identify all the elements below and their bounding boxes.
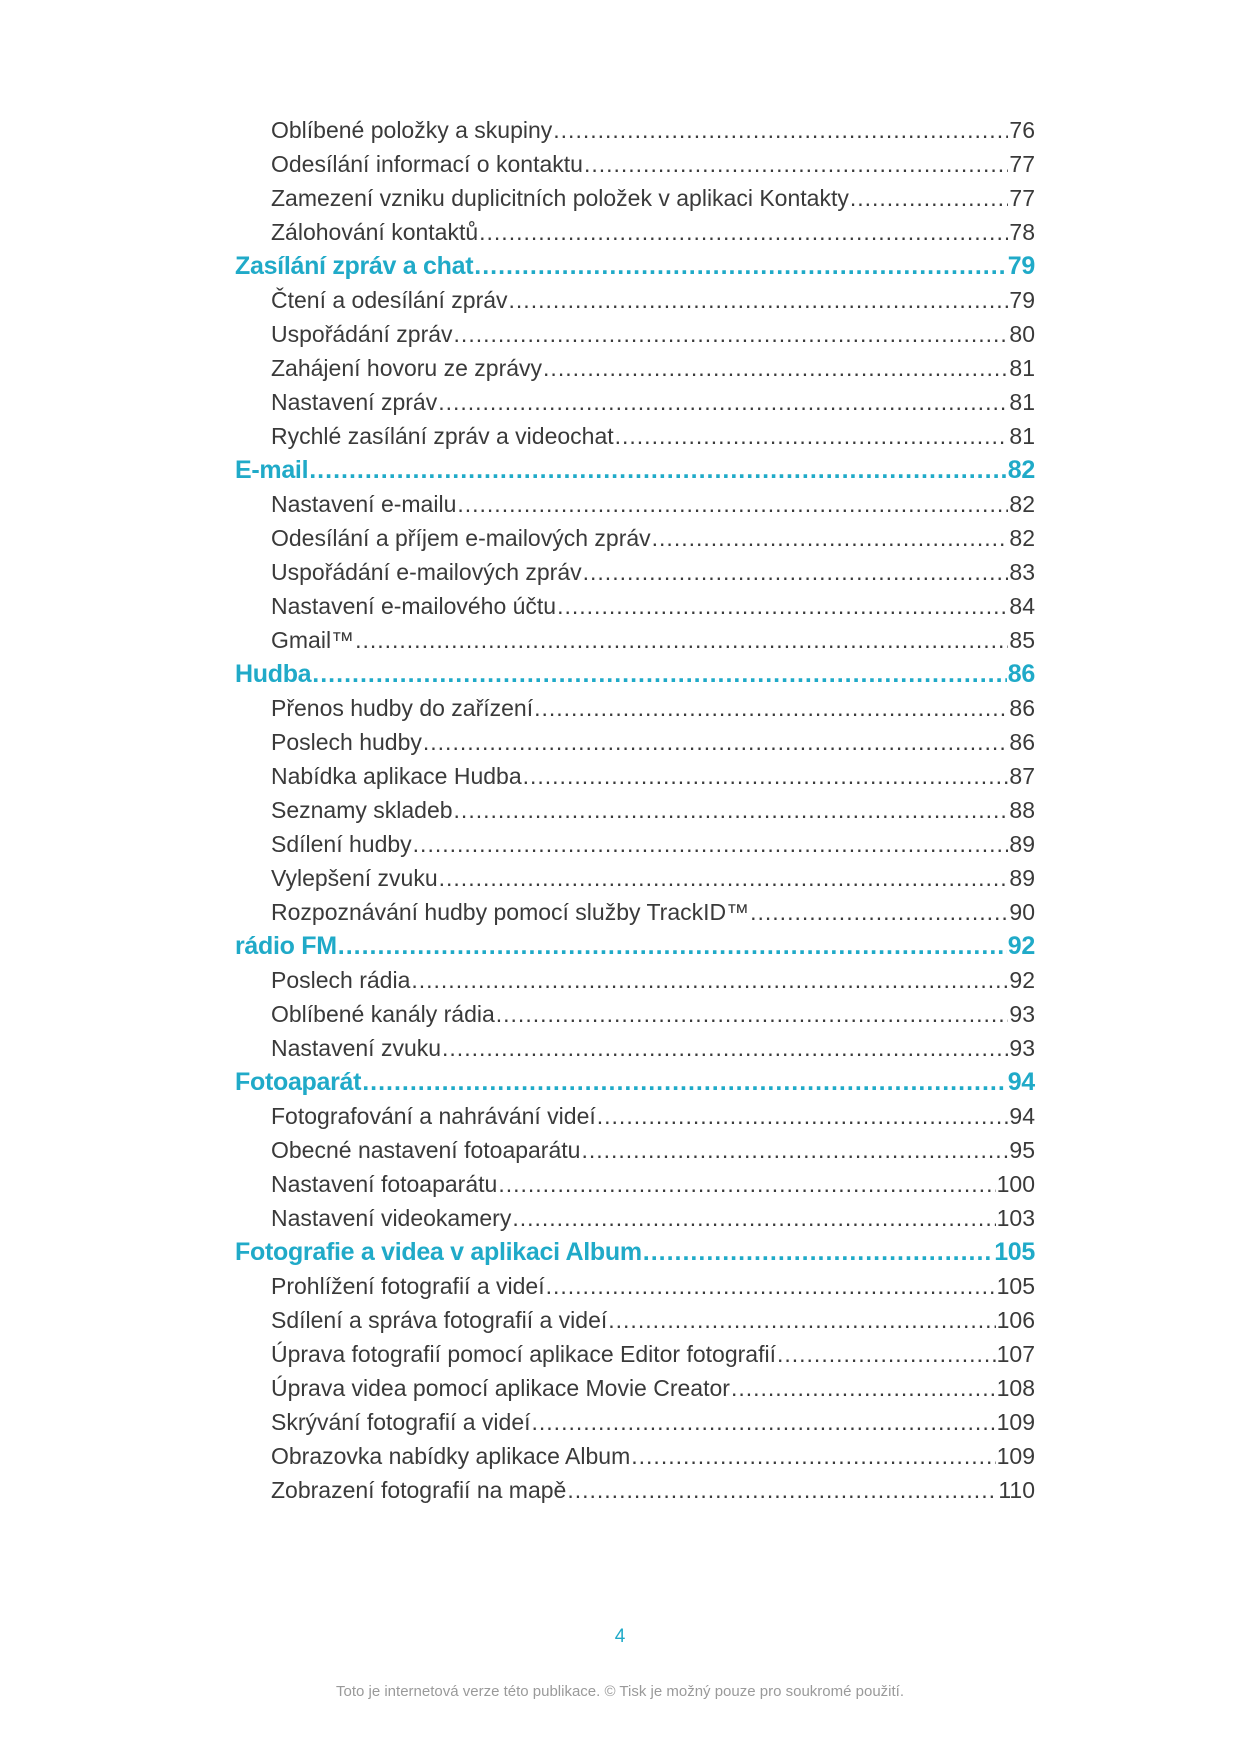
toc-dot-leader: [362, 1065, 1007, 1099]
toc-dot-leader: [553, 113, 1008, 147]
toc-dot-leader: [411, 963, 1008, 997]
toc-dot-leader: [652, 521, 1009, 555]
toc-entry-title: Rychlé zasílání zpráv a videochat: [271, 423, 614, 449]
toc-entry[interactable]: [235, 1201, 1035, 1235]
toc-entry-page: 105: [996, 1273, 1035, 1299]
toc-dot-leader: [584, 147, 1008, 181]
toc-dot-leader: [567, 1473, 997, 1507]
toc-entry-title: Nastavení fotoaparátu: [271, 1171, 498, 1197]
toc-dot-leader: [438, 385, 1008, 419]
toc-dot-leader: [442, 1031, 1008, 1065]
toc-entry-title: Fotoaparát: [235, 1068, 362, 1096]
toc-entry[interactable]: [235, 691, 1035, 725]
toc-entry-title: Čtení a odesílání zpráv: [271, 287, 508, 313]
toc-entry-page: 109: [996, 1409, 1035, 1435]
toc-entry[interactable]: [235, 793, 1035, 827]
page-number: 4: [614, 1626, 626, 1647]
toc-dot-leader: [631, 1439, 995, 1473]
toc-entry-title: Nastavení zpráv: [271, 389, 438, 415]
toc-entry[interactable]: [235, 997, 1035, 1031]
toc-entry-title: Nabídka aplikace Hudba: [271, 763, 522, 789]
toc-entry[interactable]: [235, 555, 1035, 589]
toc-entry-page: 90: [1009, 899, 1035, 925]
toc-entry-page: 103: [996, 1205, 1035, 1231]
toc-dot-leader: [509, 283, 1009, 317]
toc-entry-title: rádio FM: [235, 932, 337, 960]
toc-dot-leader: [581, 1133, 1008, 1167]
toc-entry-page: 82: [1009, 525, 1035, 551]
toc-entry-page: 86: [1007, 660, 1035, 688]
toc-entry-page: 93: [1009, 1001, 1035, 1027]
toc-entry-title: Poslech hudby: [271, 729, 422, 755]
toc-entry[interactable]: [235, 895, 1035, 929]
toc-entry-title: Úprava videa pomocí aplikace Movie Creator: [271, 1375, 730, 1401]
toc-chapter-entry[interactable]: [235, 453, 1035, 487]
toc-dot-leader: [731, 1371, 996, 1405]
toc-entry[interactable]: [235, 317, 1035, 351]
toc-dot-leader: [534, 691, 1008, 725]
toc-entry-title: Sdílení hudby: [271, 831, 412, 857]
toc-entry-page: 109: [996, 1443, 1035, 1469]
toc-entry-title: Zahájení hovoru ze zprávy: [271, 355, 543, 381]
toc-entry-page: 81: [1009, 423, 1035, 449]
toc-entry[interactable]: [235, 181, 1035, 215]
toc-entry-page: 81: [1009, 355, 1035, 381]
toc-entry[interactable]: [235, 963, 1035, 997]
toc-entry-title: Fotografování a nahrávání videí: [271, 1103, 596, 1129]
toc-entry[interactable]: [235, 283, 1035, 317]
toc-chapter-entry[interactable]: [235, 929, 1035, 963]
toc-entry-page: 83: [1009, 559, 1035, 585]
toc-entry-title: E-mail: [235, 456, 309, 484]
toc-entry-title: Oblíbené položky a skupiny: [271, 117, 553, 143]
toc-entry[interactable]: [235, 1473, 1035, 1507]
toc-dot-leader: [850, 181, 1009, 215]
toc-dot-leader: [474, 249, 1007, 283]
toc-entry[interactable]: [235, 1167, 1035, 1201]
toc-entry[interactable]: [235, 385, 1035, 419]
toc-entry-page: 100: [996, 1171, 1035, 1197]
toc-chapter-entry[interactable]: [235, 1065, 1035, 1099]
toc-entry-page: 95: [1009, 1137, 1035, 1163]
toc-dot-leader: [750, 895, 1008, 929]
toc-entry-page: 85: [1009, 627, 1035, 653]
toc-entry-title: Oblíbené kanály rádia: [271, 1001, 495, 1027]
toc-dot-leader: [597, 1099, 1009, 1133]
toc-entry[interactable]: [235, 419, 1035, 453]
toc-entry[interactable]: [235, 759, 1035, 793]
toc-entry[interactable]: [235, 1269, 1035, 1303]
toc-entry[interactable]: [235, 1133, 1035, 1167]
toc-entry[interactable]: [235, 113, 1035, 147]
toc-entry-page: 92: [1007, 932, 1035, 960]
toc-dot-leader: [496, 997, 1009, 1031]
toc-entry-title: Zobrazení fotografií na mapě: [271, 1477, 567, 1503]
toc-entry-page: 79: [1007, 252, 1035, 280]
toc-dot-leader: [543, 351, 1008, 385]
toc-entry-title: Prohlížení fotografií a videí: [271, 1273, 545, 1299]
toc-dot-leader: [583, 555, 1009, 589]
toc-entry[interactable]: [235, 1337, 1035, 1371]
toc-entry[interactable]: [235, 1405, 1035, 1439]
toc-dot-leader: [615, 419, 1009, 453]
toc-dot-leader: [546, 1269, 996, 1303]
toc-entry[interactable]: [235, 1439, 1035, 1473]
toc-entry-title: Obrazovka nabídky aplikace Album: [271, 1443, 631, 1469]
toc-entry-title: Gmail™: [271, 627, 355, 653]
toc-dot-leader: [777, 1337, 996, 1371]
toc-entry-page: 81: [1009, 389, 1035, 415]
toc-entry-page: 86: [1009, 695, 1035, 721]
toc-entry[interactable]: [235, 1031, 1035, 1065]
toc-entry-title: Zálohování kontaktů: [271, 219, 479, 245]
toc-entry-page: 77: [1009, 185, 1035, 211]
toc-entry-title: Fotografie a videa v aplikaci Album: [235, 1238, 642, 1266]
table-of-contents: [235, 113, 1035, 1507]
toc-entry-title: Hudba: [235, 660, 312, 688]
toc-entry-page: 84: [1009, 593, 1035, 619]
toc-entry-title: Uspořádání e-mailových zpráv: [271, 559, 582, 585]
toc-chapter-entry[interactable]: [235, 657, 1035, 691]
toc-entry[interactable]: [235, 725, 1035, 759]
toc-entry-title: Odesílání a příjem e-mailových zpráv: [271, 525, 651, 551]
toc-entry-title: Sdílení a správa fotografií a videí: [271, 1307, 608, 1333]
toc-entry-title: Rozpoznávání hudby pomocí služby TrackID™: [271, 899, 750, 925]
toc-entry-title: Nastavení e-mailového účtu: [271, 593, 557, 619]
toc-entry-page: 86: [1009, 729, 1035, 755]
toc-dot-leader: [557, 589, 1008, 623]
toc-entry-title: Úprava fotografií pomocí aplikace Editor fotografií: [271, 1341, 776, 1367]
toc-entry-page: 80: [1009, 321, 1035, 347]
toc-entry-page: 87: [1009, 763, 1035, 789]
toc-chapter-entry[interactable]: [235, 249, 1035, 283]
toc-dot-leader: [338, 929, 1007, 963]
toc-entry[interactable]: [235, 623, 1035, 657]
toc-entry[interactable]: [235, 1371, 1035, 1405]
toc-dot-leader: [454, 793, 1009, 827]
toc-dot-leader: [512, 1201, 995, 1235]
footer-notice: Toto je internetová verze této publikace. © Tisk je možný pouze pro soukromé použití.: [335, 1683, 904, 1700]
toc-dot-leader: [523, 759, 1009, 793]
toc-dot-leader: [643, 1235, 993, 1269]
toc-entry-page: 106: [996, 1307, 1035, 1333]
toc-entry-title: Nastavení e-mailu: [271, 491, 457, 517]
toc-entry-page: 78: [1009, 219, 1035, 245]
toc-entry-title: Skrývání fotografií a videí: [271, 1409, 531, 1435]
toc-entry[interactable]: [235, 215, 1035, 249]
toc-dot-leader: [312, 657, 1007, 691]
toc-entry-title: Nastavení videokamery: [271, 1205, 512, 1231]
toc-entry-page: 82: [1007, 456, 1035, 484]
toc-entry[interactable]: [235, 521, 1035, 555]
toc-entry-page: 89: [1009, 865, 1035, 891]
toc-entry[interactable]: [235, 827, 1035, 861]
toc-entry-title: Vylepšení zvuku: [271, 865, 438, 891]
toc-entry[interactable]: [235, 351, 1035, 385]
toc-dot-leader: [608, 1303, 995, 1337]
toc-entry-page: 107: [996, 1341, 1035, 1367]
toc-entry-page: 76: [1009, 117, 1035, 143]
toc-entry-title: Uspořádání zpráv: [271, 321, 453, 347]
toc-entry-title: Nastavení zvuku: [271, 1035, 442, 1061]
toc-entry-page: 79: [1009, 287, 1035, 313]
toc-entry[interactable]: [235, 861, 1035, 895]
toc-entry-page: 92: [1009, 967, 1035, 993]
toc-entry-title: Odesílání informací o kontaktu: [271, 151, 583, 177]
toc-entry[interactable]: [235, 147, 1035, 181]
toc-entry-page: 94: [1007, 1068, 1035, 1096]
toc-entry-page: 93: [1009, 1035, 1035, 1061]
toc-entry[interactable]: [235, 1303, 1035, 1337]
toc-dot-leader: [479, 215, 1008, 249]
toc-entry-page: 105: [994, 1238, 1035, 1266]
toc-dot-leader: [498, 1167, 995, 1201]
toc-chapter-entry[interactable]: [235, 1235, 1035, 1269]
toc-dot-leader: [454, 317, 1009, 351]
toc-entry-page: 88: [1009, 797, 1035, 823]
toc-dot-leader: [423, 725, 1009, 759]
toc-dot-leader: [355, 623, 1008, 657]
toc-entry-title: Seznamy skladeb: [271, 797, 453, 823]
toc-entry-title: Zamezení vzniku duplicitních položek v aplikaci Kontakty: [271, 185, 849, 211]
toc-entry-title: Poslech rádia: [271, 967, 411, 993]
toc-entry[interactable]: [235, 589, 1035, 623]
toc-entry[interactable]: [235, 487, 1035, 521]
toc-entry-title: Obecné nastavení fotoaparátu: [271, 1137, 581, 1163]
toc-entry-title: Zasílání zpráv a chat: [235, 252, 474, 280]
toc-entry-title: Přenos hudby do zařízení: [271, 695, 534, 721]
toc-dot-leader: [309, 453, 1007, 487]
toc-entry-page: 110: [998, 1477, 1035, 1503]
toc-dot-leader: [457, 487, 1008, 521]
toc-entry-page: 82: [1009, 491, 1035, 517]
toc-dot-leader: [439, 861, 1009, 895]
toc-entry-page: 77: [1009, 151, 1035, 177]
toc-entry[interactable]: [235, 1099, 1035, 1133]
toc-dot-leader: [413, 827, 1009, 861]
toc-entry-page: 108: [996, 1375, 1035, 1401]
toc-entry-page: 89: [1009, 831, 1035, 857]
toc-dot-leader: [532, 1405, 996, 1439]
toc-entry-page: 94: [1009, 1103, 1035, 1129]
